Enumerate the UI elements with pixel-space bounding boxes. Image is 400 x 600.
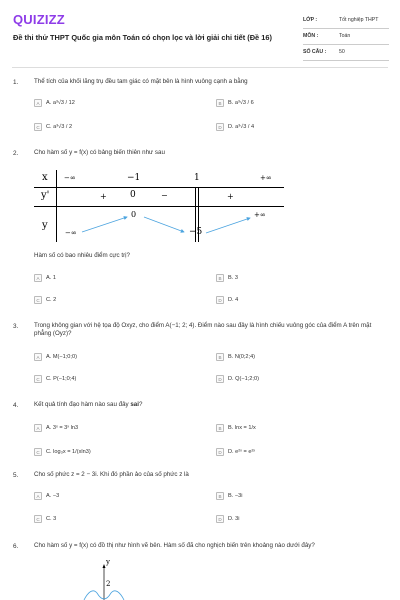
option-key-box: B <box>216 353 224 361</box>
option-key-box: B <box>216 274 224 282</box>
arrow-down <box>144 217 184 232</box>
option-d[interactable] <box>216 374 259 384</box>
option-b[interactable] <box>216 491 242 501</box>
x-value: −∞ <box>64 174 76 182</box>
quizizz-logo: QUIZIZZ <box>13 12 65 27</box>
option-text: D. a³√3 / 4 <box>228 124 255 130</box>
question-number: 3. <box>13 323 19 330</box>
question-followup: Hàm số có bao nhiêu điểm cực trị? <box>34 252 130 259</box>
option-text: A. 1 <box>46 275 56 281</box>
option-a[interactable] <box>34 352 77 362</box>
meta-label: MÔN : <box>303 33 319 39</box>
option-a[interactable] <box>34 98 75 108</box>
option-d[interactable] <box>216 122 254 132</box>
option-c[interactable] <box>34 514 56 524</box>
meta-row-subject <box>303 29 389 45</box>
variation-arrows <box>34 170 284 242</box>
option-d[interactable] <box>216 447 255 457</box>
option-text: A. −3 <box>46 493 60 499</box>
y-value: −∞ <box>65 229 77 237</box>
meta-row-count <box>303 45 389 61</box>
option-key-box: D <box>216 515 224 523</box>
option-c[interactable] <box>34 122 72 132</box>
meta-value: Toán <box>339 33 351 39</box>
option-b[interactable] <box>216 423 256 433</box>
question-text: Cho hàm số y = f(x) có đồ thị như hình vẽ bên. Hàm số đã cho nghịch biến trên khoảng nào dưới đây? <box>34 542 315 549</box>
option-key-box: C <box>34 515 42 523</box>
sign: − <box>161 191 168 200</box>
option-text: C. a³√3 / 2 <box>46 124 73 130</box>
option-key-box: B <box>216 424 224 432</box>
question-number: 4. <box>13 402 19 409</box>
option-key-box: A <box>34 274 42 282</box>
sign: + <box>100 192 107 201</box>
option-key-box: D <box>216 448 224 456</box>
option-d[interactable] <box>216 514 240 524</box>
option-text: D. 3i <box>228 516 240 522</box>
meta-label: SỐ CÂU : <box>303 49 327 55</box>
option-key-box: A <box>34 492 42 500</box>
option-text: B. lnx = 1/x <box>228 425 256 431</box>
option-a[interactable] <box>34 423 78 433</box>
option-key-box: D <box>216 296 224 304</box>
option-text: D. e²ˣ = e²ˣ <box>228 449 256 455</box>
option-key-box: C <box>34 375 42 383</box>
x-value: −1 <box>127 173 141 183</box>
y-axis-label: y <box>106 558 110 566</box>
option-text: B. 3 <box>228 275 238 281</box>
option-a[interactable] <box>34 491 59 501</box>
worksheet-header <box>0 0 400 62</box>
document-title: Đề thi thử THPT Quốc gia môn Toán có chọn lọc và lời giải chi tiết (Đề 16) <box>13 33 272 42</box>
option-b[interactable] <box>216 352 255 362</box>
question-number: 6. <box>13 543 19 550</box>
option-text: D. Q(−1;2;0) <box>228 376 259 382</box>
option-key-box: A <box>34 99 42 107</box>
option-text: C. 3 <box>46 516 57 522</box>
option-key-box: B <box>216 99 224 107</box>
option-key-box: C <box>34 448 42 456</box>
option-c[interactable] <box>34 295 56 305</box>
question-text-pre: Kết quả tính đạo hàm nào sau đây <box>34 401 131 408</box>
meta-label: LỚP : <box>303 17 318 23</box>
option-key-box: C <box>34 123 42 131</box>
option-text: D. 4 <box>228 297 239 303</box>
question-text: Cho hàm số y = f(x) có bảng biến thiên như sau <box>34 149 165 156</box>
row-label-x: x <box>42 172 48 183</box>
option-key-box: C <box>34 296 42 304</box>
meta-row-class <box>303 13 389 29</box>
meta-value: Tốt nghiệp THPT <box>339 17 379 23</box>
option-b[interactable] <box>216 273 238 283</box>
x-value: 1 <box>194 173 200 183</box>
question-text: Trong không gian với hệ tọa độ Oxyz, cho điểm A(−1; 2; 4). Điểm nào sau đây là hình chiếu vuông góc của điểm A trên mặt phẳng (Oyz)? <box>34 322 372 338</box>
option-text: A. M(−1;0;0) <box>46 354 77 360</box>
option-key-box: D <box>216 375 224 383</box>
y-value: 0 <box>131 210 137 219</box>
function-graph-svg <box>80 558 140 600</box>
option-b[interactable] <box>216 98 254 108</box>
option-text: A. a³√3 / 12 <box>46 100 75 106</box>
option-text: B. a³√3 / 6 <box>228 100 254 106</box>
question-number: 2. <box>13 150 19 157</box>
arrow-up <box>82 217 127 232</box>
y-tick-label: 2 <box>106 580 111 588</box>
row-label-yprime: y' <box>41 190 50 201</box>
option-text: C. 2 <box>46 297 57 303</box>
function-graph <box>80 558 140 600</box>
option-text: C. P(−1;0;4) <box>46 376 77 382</box>
variation-table <box>34 170 284 242</box>
question-number: 5. <box>13 472 19 479</box>
option-key-box: A <box>34 424 42 432</box>
option-text: C. log₃x = 1/(xln3) <box>46 449 91 455</box>
meta-panel <box>303 13 389 61</box>
meta-value: 50 <box>339 49 345 55</box>
sign: + <box>227 192 234 201</box>
question-text: Cho số phức z = 2 − 3i. Khi đó phần ảo của số phức z là <box>34 471 189 478</box>
option-c[interactable] <box>34 374 76 384</box>
option-c[interactable] <box>34 447 91 457</box>
question-text-post: ? <box>138 401 143 408</box>
question-text: Thể tích của khối lăng trụ đều tam giác có mặt bên là hình vuông cạnh a bằng <box>34 78 248 85</box>
option-text: A. 3ˣ = 3ˣ ln3 <box>46 425 79 431</box>
question-text-emphasis: sai <box>130 401 139 408</box>
arrow-up <box>206 218 250 233</box>
option-d[interactable] <box>216 295 238 305</box>
sign: 0 <box>130 190 136 200</box>
x-value: +∞ <box>260 174 272 182</box>
option-a[interactable] <box>34 273 56 283</box>
y-value: −5 <box>189 227 203 237</box>
option-key-box: B <box>216 492 224 500</box>
option-key-box: D <box>216 123 224 131</box>
option-text: B. N(0;2;4) <box>228 354 256 360</box>
question-number: 1. <box>13 79 19 86</box>
option-text: B. −3i <box>228 493 243 499</box>
question-text <box>34 401 386 409</box>
row-label-y: y <box>42 220 48 231</box>
header-divider <box>12 67 388 68</box>
option-key-box: A <box>34 353 42 361</box>
y-value: +∞ <box>254 211 266 219</box>
